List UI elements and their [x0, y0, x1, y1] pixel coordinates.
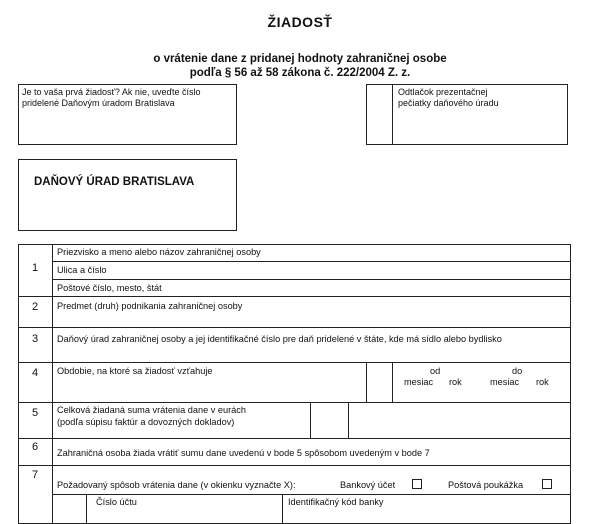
bank-account-checkbox[interactable] [412, 479, 422, 489]
stamp-box-divider [392, 84, 393, 145]
row-3-number: 3 [31, 333, 39, 345]
tax-office-box [18, 159, 237, 231]
row-7-bank-option-label: Bankový účet [340, 480, 396, 490]
number-column-divider [52, 244, 53, 524]
row-2-bottom [18, 327, 571, 328]
bank-code-field[interactable]: Identifikačný kód banky [288, 497, 384, 507]
row-3-tax-office-field[interactable]: Daňový úrad zahraničnej osoby a jej identifikačné číslo pre daň pridelené v štáte, kde má sídlo alebo bydlisko [57, 334, 502, 344]
row-2-business-field[interactable]: Predmet (druh) podnikania zahraničnej osoby [57, 301, 243, 311]
stamp-label-line2: pečiatky daňového úradu [398, 98, 499, 108]
row-4-number: 4 [31, 367, 39, 379]
row-4-period-label: Obdobie, na ktoré sa žiadosť vzťahuje [57, 366, 213, 376]
row-1-line-b [52, 279, 571, 280]
row-3-bottom [18, 362, 571, 363]
stamp-label-line1: Odtlačok prezentačnej [398, 87, 488, 97]
row-4-to-label: do [512, 366, 523, 376]
row-4-from-label: od [430, 366, 441, 376]
row-5-amount-label-line1: Celková žiadaná suma vrátenia dane v eurách [57, 405, 246, 415]
row-5-divider-a [310, 402, 311, 438]
row-7-postal-option-label: Poštová poukážka [448, 480, 524, 490]
tax-office-label: DAŇOVÝ ÚRAD BRATISLAVA [34, 176, 195, 188]
row-5-bottom [18, 438, 571, 439]
row-2-number: 2 [31, 301, 39, 313]
row-1-bottom [18, 296, 571, 297]
first-request-label-line1: Je to vaša prvá žiadosť? Ak nie, uveďte číslo [22, 87, 201, 97]
form-subtitle-line2: podľa § 56 až 58 zákona č. 222/2004 Z. z. [189, 67, 411, 79]
row-4-to-year[interactable]: rok [536, 377, 549, 387]
row-6-bottom [18, 465, 571, 466]
row-7-method-label: Požadovaný spôsob vrátenia dane (v okienku vyznačte X): [57, 480, 296, 490]
row-5-amount-label-line2: (podľa súpisu faktúr a dovozných dokladov) [57, 417, 235, 427]
row-7-number: 7 [31, 469, 39, 481]
form-title: ŽIADOSŤ [267, 14, 333, 30]
row-7-sub-divider-b [282, 494, 283, 524]
account-number-field[interactable]: Číslo účtu [96, 497, 137, 507]
row-4-from-month[interactable]: mesiac [404, 377, 434, 387]
row-4-bottom [18, 402, 571, 403]
row-4-divider-b [392, 362, 393, 402]
row-5-divider-b [348, 402, 349, 438]
row-1-number: 1 [31, 262, 39, 274]
row-1-line-a [52, 261, 571, 262]
row-1-city-field[interactable]: Poštové číslo, mesto, štát [57, 283, 162, 293]
row-4-divider [366, 362, 367, 402]
row-1-name-field[interactable]: Priezvisko a meno alebo názov zahraničnej osoby [57, 247, 261, 257]
row-6-refund-statement: Zahraničná osoba žiada vrátiť sumu dane uvedenú v bode 5 spôsobom uvedeným v bode 7 [57, 448, 430, 458]
row-7-sub-divider-a [86, 494, 87, 524]
row-7-sub-line [52, 494, 571, 495]
row-1-street-field[interactable]: Ulica a číslo [57, 265, 107, 275]
row-4-to-month[interactable]: mesiac [490, 377, 520, 387]
row-5-number: 5 [31, 407, 39, 419]
postal-order-checkbox[interactable] [542, 479, 552, 489]
row-4-from-year[interactable]: rok [449, 377, 462, 387]
row-6-number: 6 [31, 441, 39, 453]
first-request-label-line2: pridelené Daňovým úradom Bratislava [22, 98, 175, 108]
form-subtitle-line1: o vrátenie dane z pridanej hodnoty zahraničnej osobe [153, 53, 447, 65]
